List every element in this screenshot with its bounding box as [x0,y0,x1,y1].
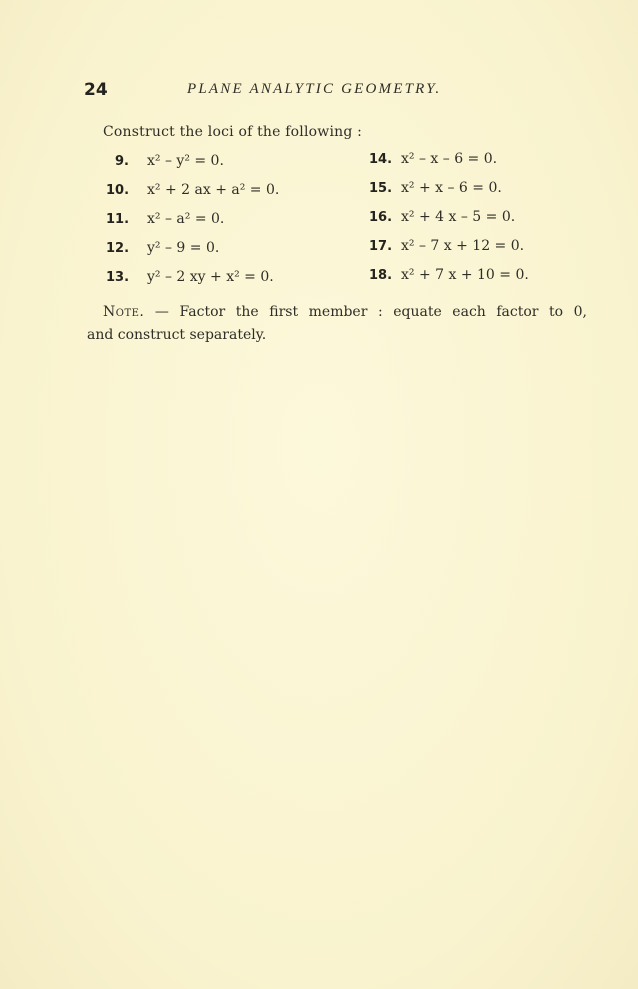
exercise-number: 18. [369,268,393,283]
exercise-equation: x² – x – 6 = 0. [401,151,498,167]
exercise-item [369,180,502,202]
exercise-intro: Construct the loci of the following : [103,124,363,140]
exercise-item [106,211,224,233]
exercise-number: 14. [369,152,393,167]
exercise-number: 10. [106,183,130,198]
running-head: PLANE ANALYTIC GEOMETRY. [187,81,442,97]
exercise-equation: x² – y² = 0. [147,153,224,169]
exercise-item [106,182,279,204]
exercise-number: 17. [369,239,393,254]
exercise-number: 13. [106,270,130,285]
exercise-equation: x² + x – 6 = 0. [401,180,502,196]
exercise-item [369,209,515,231]
exercise-item [369,267,529,289]
note-text: Factor the first member : equate each factor to 0, [179,304,587,320]
note-label: Note. [103,304,145,320]
note-dash: — [144,304,180,320]
exercise-equation: x² + 4 x – 5 = 0. [401,209,516,225]
exercise-item [106,269,274,291]
note-paragraph [87,301,587,347]
note-second-line: and construct separately. [87,327,267,343]
exercise-equation: x² + 7 x + 10 = 0. [401,267,529,283]
exercise-number: 15. [369,181,393,196]
exercise-equation: x² – a² = 0. [147,211,225,227]
exercise-equation: x² + 2 ax + a² = 0. [147,182,280,198]
exercise-equation: x² – 7 x + 12 = 0. [401,238,525,254]
exercise-number: 9. [115,154,129,169]
note-first-line [87,301,587,324]
exercise-item [369,238,524,260]
exercise-number: 16. [369,210,393,225]
page-header [84,80,484,104]
exercise-equation: y² – 2 xy + x² = 0. [147,269,274,285]
exercise-number: 11. [106,212,130,227]
exercise-item [106,240,219,262]
exercise-item [115,153,224,175]
exercise-item [369,151,497,173]
exercise-number: 12. [106,241,130,256]
page-number: 24 [84,80,108,100]
exercise-equation: y² – 9 = 0. [147,240,220,256]
